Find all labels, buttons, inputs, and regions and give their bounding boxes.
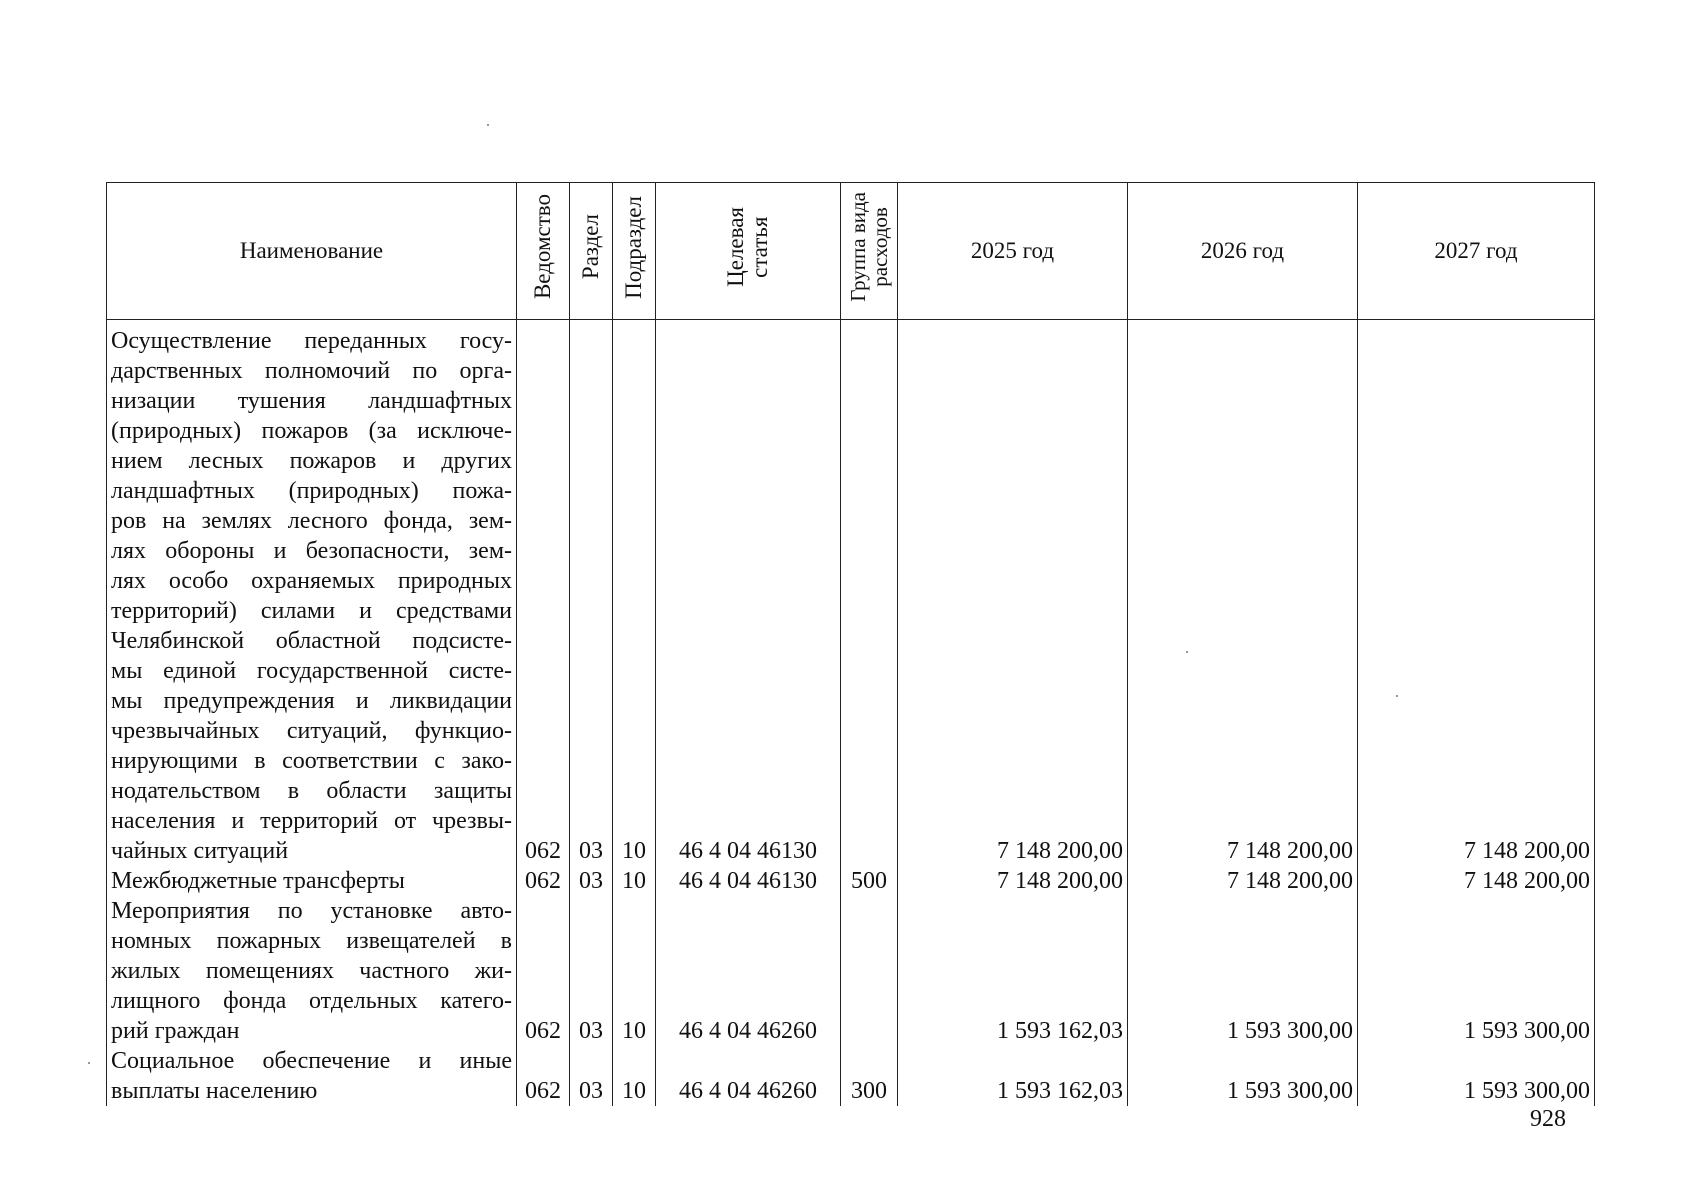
row-department: 062 <box>517 1046 570 1106</box>
table-row <box>107 1046 1595 1106</box>
row-name-line: низации тушения ландшафтных <box>111 388 512 414</box>
row-name-line: лищного фонда отдельных катего- <box>111 988 512 1014</box>
row-department: 062 <box>517 320 570 867</box>
row-name-line: территорий) силами и средствами <box>111 598 512 624</box>
row-expense-group: 300 <box>841 1046 898 1106</box>
row-name-line: мы единой государственной систе- <box>111 658 512 684</box>
row-name-line: лях особо охраняемых природных <box>111 568 512 594</box>
row-target-article: 46 4 04 46260 <box>656 896 841 1046</box>
row-section: 03 <box>570 320 613 867</box>
row-name <box>107 866 517 896</box>
row-target-article: 46 4 04 46130 <box>656 320 841 867</box>
row-amount-2027: 1 593 300,00 <box>1358 896 1595 1046</box>
header-name: Наименование <box>107 183 517 320</box>
row-amount-2027: 7 148 200,00 <box>1358 866 1595 896</box>
header-year-2025: 2025 год <box>898 183 1128 320</box>
header-department: Ведомство <box>517 183 570 320</box>
row-section: 03 <box>570 1046 613 1106</box>
row-amount-2027: 7 148 200,00 <box>1358 320 1595 867</box>
row-subsection: 10 <box>613 866 656 896</box>
budget-table <box>106 182 1595 1106</box>
table-header-row <box>107 183 1595 320</box>
row-name-line: ров на землях лесного фонда, зем- <box>111 508 512 534</box>
row-expense-group <box>841 320 898 867</box>
row-name-line: чайных ситуаций <box>111 838 289 864</box>
row-expense-group <box>841 896 898 1046</box>
row-subsection: 10 <box>613 320 656 867</box>
row-amount-2026: 1 593 300,00 <box>1128 896 1358 1046</box>
row-name-line: Осуществление переданных госу- <box>111 328 512 354</box>
scan-speck <box>88 1062 90 1064</box>
page-number: 928 <box>1530 1106 1566 1132</box>
row-name-line: рий граждан <box>111 1018 240 1044</box>
row-name-line: жилых помещениях частного жи- <box>111 958 512 984</box>
row-section: 03 <box>570 896 613 1046</box>
row-name-line: выплаты населению <box>111 1078 318 1104</box>
row-amount-2027: 1 593 300,00 <box>1358 1046 1595 1106</box>
row-name-line: Мероприятия по установке авто- <box>111 898 512 924</box>
header-subsection: Подраздел <box>613 183 656 320</box>
row-name-line: нодательством в области защиты <box>111 778 512 804</box>
header-year-2027: 2027 год <box>1358 183 1595 320</box>
row-name-line: номных пожарных извещателей в <box>111 928 512 954</box>
table-row <box>107 896 1595 1046</box>
row-name <box>107 1046 517 1106</box>
row-name-line: населения и территорий от чрезвы- <box>111 808 512 834</box>
row-amount-2026: 7 148 200,00 <box>1128 320 1358 867</box>
row-name-line: нием лесных пожаров и других <box>111 448 512 474</box>
row-name-line: ландшафтных (природных) пожа- <box>111 478 512 504</box>
header-section: Раздел <box>570 183 613 320</box>
row-target-article: 46 4 04 46130 <box>656 866 841 896</box>
row-department: 062 <box>517 896 570 1046</box>
row-amount-2025: 1 593 162,03 <box>898 1046 1128 1106</box>
scan-speck <box>1186 651 1188 653</box>
row-subsection: 10 <box>613 1046 656 1106</box>
row-name-line: мы предупреждения и ликвидации <box>111 688 512 714</box>
row-amount-2025: 7 148 200,00 <box>898 320 1128 867</box>
row-name-line: (природных) пожаров (за исключе- <box>111 418 512 444</box>
row-section: 03 <box>570 866 613 896</box>
table-row <box>107 866 1595 896</box>
header-target-article: Целевая статья <box>656 183 841 320</box>
scan-speck <box>1396 695 1398 697</box>
row-amount-2025: 7 148 200,00 <box>898 866 1128 896</box>
row-amount-2025: 1 593 162,03 <box>898 896 1128 1046</box>
table-row <box>107 320 1595 867</box>
row-department: 062 <box>517 866 570 896</box>
row-name-line: нирующими в соответствии с зако- <box>111 748 512 774</box>
row-name <box>107 320 517 867</box>
row-expense-group: 500 <box>841 866 898 896</box>
row-name-line: лях обороны и безопасности, зем- <box>111 538 512 564</box>
row-subsection: 10 <box>613 896 656 1046</box>
header-expense-group: Группа вида расходов <box>841 183 898 320</box>
row-name-line: Межбюджетные трансферты <box>111 868 405 894</box>
row-amount-2026: 7 148 200,00 <box>1128 866 1358 896</box>
row-name-line: дарственных полномочий по орга- <box>111 358 512 384</box>
row-name-line: Социальное обеспечение и иные <box>111 1048 512 1074</box>
row-amount-2026: 1 593 300,00 <box>1128 1046 1358 1106</box>
row-name-line: Челябинской областной подсисте- <box>111 628 512 654</box>
row-target-article: 46 4 04 46260 <box>656 1046 841 1106</box>
header-year-2026: 2026 год <box>1128 183 1358 320</box>
row-name-line: чрезвычайных ситуаций, функцио- <box>111 718 512 744</box>
row-name <box>107 896 517 1046</box>
scan-speck <box>487 124 489 126</box>
